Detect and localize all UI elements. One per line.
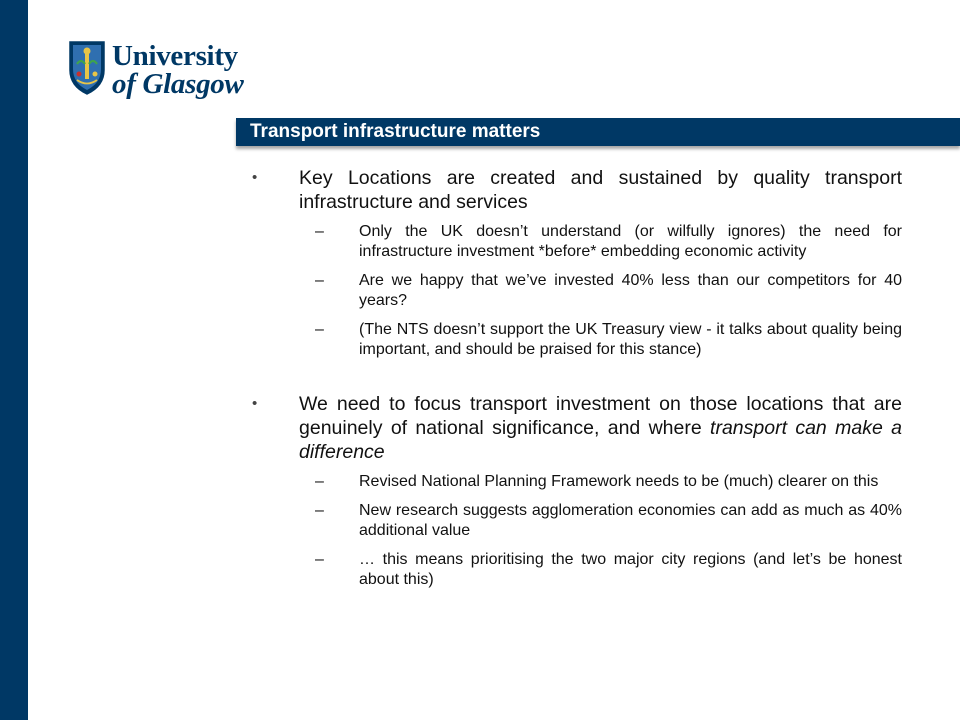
bullet-2-sub-2 (252, 501, 902, 541)
sub-text: New research suggests agglomeration economies can add as much as 40% additional value (359, 502, 902, 539)
logo-line-1: University (112, 40, 238, 72)
sub-marker: – (315, 473, 324, 490)
bullet-1-sub-3 (252, 320, 902, 360)
bullet-2-sub-3 (252, 550, 902, 590)
university-logo (68, 40, 248, 104)
bullet-1 (252, 166, 902, 214)
slide-content (252, 166, 902, 590)
bullet-marker: • (252, 395, 258, 412)
logo-wordmark (112, 42, 244, 98)
bullet-2-italic-text: transport can make a difference (299, 417, 902, 463)
sub-marker: – (315, 502, 324, 519)
sub-marker: – (315, 321, 324, 338)
bullet-2-text: We need to focus transport investment on those locations that are genuinely of national significance, and where (299, 393, 902, 439)
crest-icon (68, 40, 106, 98)
bullet-1-text: Key Locations are created and sustained by quality transport infrastructure and services (299, 167, 902, 213)
logo-line-2: of Glasgow (112, 68, 244, 100)
sub-marker: – (315, 272, 324, 289)
sub-text: (The NTS doesn’t support the UK Treasury view - it talks about quality being important, and should be praised for this stance) (359, 321, 902, 358)
bullet-1-sub-2 (252, 271, 902, 311)
title-bar (236, 118, 960, 146)
sub-text: Revised National Planning Framework needs to be (much) clearer on this (359, 473, 879, 490)
bullet-1-sub-1 (252, 222, 902, 262)
left-accent-bar (0, 0, 28, 720)
bullet-2-sub-1 (252, 472, 902, 492)
sub-marker: – (315, 551, 324, 568)
slide-title: Transport infrastructure matters (250, 121, 541, 142)
bullet-2 (252, 392, 902, 464)
sub-text: Are we happy that we’ve invested 40% less than our competitors for 40 years? (359, 272, 902, 309)
sub-text: Only the UK doesn’t understand (or wilfully ignores) the need for infrastructure investment *before* embedding economic activity (359, 223, 902, 260)
bullet-marker: • (252, 169, 258, 186)
sub-text: … this means prioritising the two major city regions (and let’s be honest about this) (359, 551, 902, 588)
sub-marker: – (315, 223, 324, 240)
